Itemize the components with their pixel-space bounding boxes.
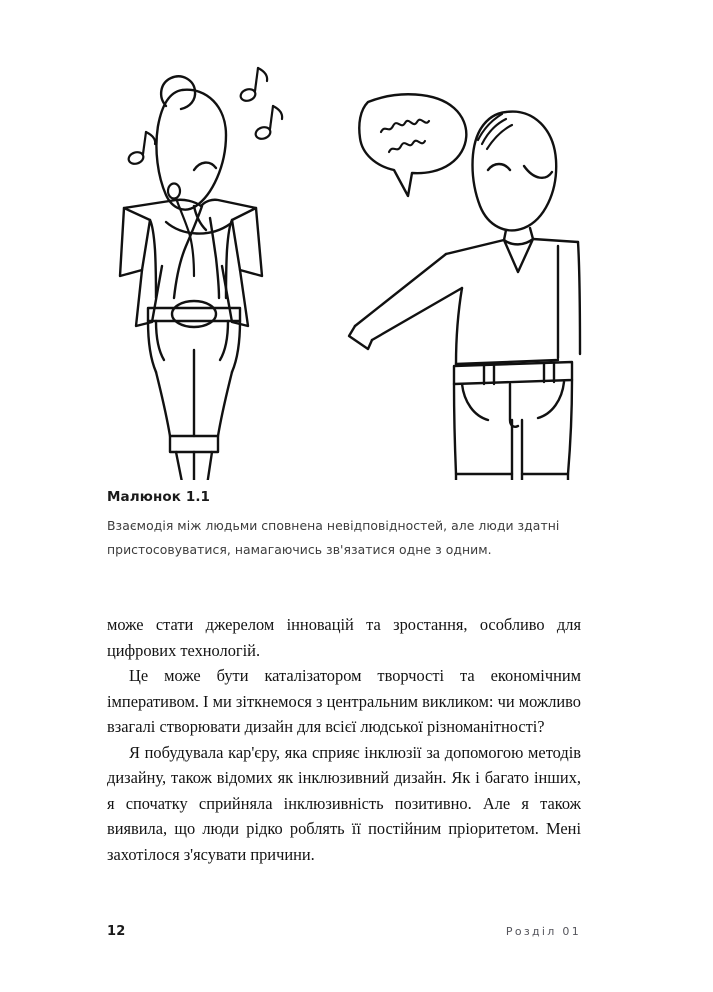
jean-outseam-right — [568, 380, 572, 474]
sweater-side-left — [456, 288, 462, 364]
shoulder-pad-left — [120, 208, 150, 276]
page-footer — [107, 924, 581, 944]
jean-outseam-left — [454, 384, 456, 474]
music-note-icon — [239, 68, 267, 103]
earphone — [168, 184, 180, 199]
sweater-side-right — [578, 242, 580, 354]
jacket-shoulder-right — [202, 200, 256, 208]
jacket-body-right — [226, 220, 232, 298]
jacket-shoulder-left — [124, 200, 201, 208]
sleeve-cuff — [349, 326, 372, 349]
paragraph: Я побудувала кар'єру, яка сприяє інклюзії за допомогою методів дизайну, також відомих як інклюзивний дизайн. Як і багато інших, я спочатку сприйняла інклюзивність позитивно. Але я також виявила, що люди рідко роблять її постійним пріоритетом. Мені захотілося з'ясувати причини. — [107, 742, 581, 864]
left-figure — [120, 68, 282, 480]
front-pocket — [462, 384, 488, 420]
eye-closed — [524, 166, 552, 178]
page-number: 12 — [107, 924, 126, 939]
hip-right — [232, 321, 240, 372]
body-text — [107, 612, 581, 867]
shoulder-pad-right — [232, 208, 262, 276]
scribble-line — [381, 120, 429, 132]
jacket-body-left — [150, 220, 156, 298]
jacket-tail-left — [156, 321, 164, 360]
neck-left — [504, 230, 506, 240]
belt — [148, 308, 240, 321]
neck-right — [530, 228, 533, 239]
sweater-shoulder-left — [446, 240, 504, 254]
figure-caption-title: Малюнок 1.1 — [107, 489, 211, 505]
trouser-cuff — [170, 436, 218, 452]
right-figure — [349, 94, 580, 480]
running-head: Розділ 01 — [505, 925, 581, 938]
figure-caption — [107, 489, 581, 563]
trouser-right — [218, 372, 232, 436]
scribble-line — [389, 141, 425, 152]
jean-cuff-left — [456, 474, 512, 480]
speech-bubble — [359, 94, 466, 196]
music-note-icon — [127, 132, 155, 166]
sleeve-extended-inner — [372, 288, 462, 340]
hip-left — [148, 321, 156, 372]
v-neck-collar — [504, 239, 533, 244]
paragraph: може стати джерелом інновацій та зростання, особливо для цифрових технологій. — [107, 615, 581, 660]
figure-caption-body: Взаємодія між людьми сповнена невідповідностей, але люди здатні пристосовуватися, намагаючись зв'язатися одне з одним. — [107, 518, 560, 558]
lower-leg-right — [206, 452, 212, 480]
belt-buckle — [172, 301, 216, 327]
front-pocket — [538, 382, 564, 418]
trouser-left — [156, 372, 170, 436]
paragraph: Це може бути каталізатором творчості та економічним імперативом. І ми зіткнемося з центральним викликом: чи можливо взагалі створювати дизайн для всієї людської різноманітності? — [107, 666, 581, 736]
sleeve-extended-outer — [355, 254, 446, 326]
jean-cuff-right — [522, 474, 568, 480]
top-bun — [161, 76, 195, 109]
two-stick-figures-illustration — [106, 40, 586, 480]
eye-closed — [488, 164, 510, 170]
jacket-tail-right — [220, 321, 228, 360]
head — [156, 90, 226, 210]
lower-leg-left — [176, 452, 184, 480]
sweater-shoulder-right — [533, 239, 578, 242]
music-note-icon — [254, 106, 282, 141]
hair-strokes — [478, 114, 512, 149]
jacket-collar-curve — [166, 222, 230, 234]
eye-closed — [194, 163, 216, 170]
jacket-lapel — [174, 206, 202, 298]
